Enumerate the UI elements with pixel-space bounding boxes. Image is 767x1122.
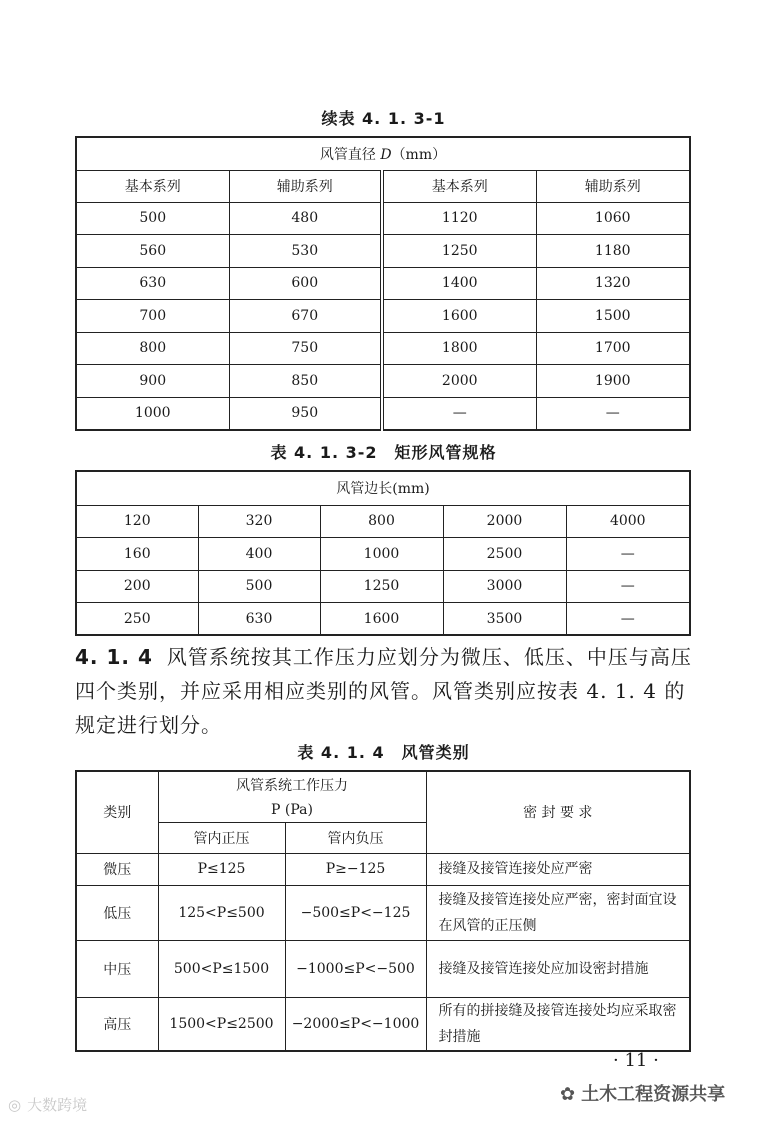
table1-caption: 续表 4. 1. 3-1 — [321, 109, 446, 128]
table3-cell-seal: 接缝及接管连接处应加设密封措施 — [426, 940, 690, 997]
table1-title: 风管直径 D（mm） — [76, 137, 690, 170]
table1-cell: 1250 — [382, 235, 536, 268]
table1-cell: 670 — [229, 300, 382, 333]
table2-cell: — — [566, 603, 690, 636]
table1-cell: 1320 — [536, 267, 690, 300]
clause-text: 风管系统按其工作压力应划分为微压、低压、中压与高压四个类别，并应采用相应类别的风管。风管类别应按表 4. 1. 4 的规定进行划分。 — [75, 645, 692, 737]
table1-row — [76, 332, 690, 365]
table1-header: 辅助系列 — [229, 170, 382, 202]
table3-cell-category: 高压 — [76, 997, 158, 1051]
table2-row — [76, 570, 690, 603]
table2-title: 风管边长(mm) — [76, 471, 690, 505]
table2-row — [76, 538, 690, 571]
table1-cell: 2000 — [382, 365, 536, 398]
table2-cell: 200 — [76, 570, 198, 603]
table3-cell-category: 微压 — [76, 853, 158, 885]
table1-cell: 800 — [76, 332, 229, 365]
table1-cell: 750 — [229, 332, 382, 365]
table1-row — [76, 235, 690, 268]
clause-4-1-4 — [75, 640, 695, 742]
table1-header: 基本系列 — [76, 170, 229, 202]
table1-header: 基本系列 — [382, 170, 536, 202]
table2-caption: 表 4. 1. 3-2 矩形风管规格 — [270, 443, 497, 462]
table3-cell-seal: 接缝及接管连接处应严密 — [426, 853, 690, 885]
table3-cell-seal: 接缝及接管连接处应严密，密封面宜设在风管的正压侧 — [426, 885, 690, 940]
table3-cell-positive: 1500<P≤2500 — [158, 997, 285, 1051]
table3-row — [76, 940, 690, 997]
table1-row — [76, 365, 690, 398]
table1-row — [76, 300, 690, 333]
col-positive-header: 管内正压 — [158, 822, 285, 853]
table1-cell: 1120 — [382, 202, 536, 235]
table1-cell: 1400 — [382, 267, 536, 300]
table2-cell: 120 — [76, 505, 198, 538]
table1-cell: 1000 — [76, 397, 229, 430]
table1-row — [76, 267, 690, 300]
table1-cell: 1500 — [536, 300, 690, 333]
table2-cell: 4000 — [566, 505, 690, 538]
pressure-unit: P (Pa) — [158, 798, 426, 822]
table1-header: 辅助系列 — [536, 170, 690, 202]
table1-cell: 700 — [76, 300, 229, 333]
table1-row — [76, 397, 690, 430]
table2-cell: 3000 — [443, 570, 566, 603]
table3-row — [76, 885, 690, 940]
table1-cell: 600 — [229, 267, 382, 300]
table1-cell: — — [382, 397, 536, 430]
table2-row — [76, 505, 690, 538]
table1-cell: 560 — [76, 235, 229, 268]
table2-cell: — — [566, 538, 690, 571]
table1-cell: 1700 — [536, 332, 690, 365]
table1-cell: 850 — [229, 365, 382, 398]
table2-cell: 2500 — [443, 538, 566, 571]
watermark-left: ◎ 大数跨境 — [8, 1096, 88, 1114]
table3-row — [76, 997, 690, 1051]
table2-cell: 2000 — [443, 505, 566, 538]
table2-cell: 500 — [198, 570, 320, 603]
table3-cell-negative: P≥−125 — [285, 853, 426, 885]
table2-cell: 800 — [320, 505, 443, 538]
table1-header-row — [76, 170, 690, 202]
table2-cell: 1000 — [320, 538, 443, 571]
table3-row — [76, 853, 690, 885]
table2-row — [76, 603, 690, 636]
table2-cell: 1600 — [320, 603, 443, 636]
table1-cell: 530 — [229, 235, 382, 268]
col-seal-header: 密 封 要 求 — [426, 771, 690, 853]
table2-cell: — — [566, 570, 690, 603]
table1-duct-diameter — [75, 136, 691, 431]
table1-cell: — — [536, 397, 690, 430]
table1-cell: 630 — [76, 267, 229, 300]
logo-icon: ◎ — [8, 1096, 22, 1114]
table2-cell: 1250 — [320, 570, 443, 603]
pressure-title: 风管系统工作压力 — [158, 771, 426, 798]
table1-cell: 900 — [76, 365, 229, 398]
table1-cell: 950 — [229, 397, 382, 430]
table3-caption: 表 4. 1. 4 风管类别 — [297, 743, 470, 762]
table3-cell-negative: −500≤P<−125 — [285, 885, 426, 940]
table2-cell: 400 — [198, 538, 320, 571]
wechat-icon: ✿ — [560, 1084, 576, 1105]
col-category-header: 类别 — [76, 771, 158, 853]
table1-cell: 1800 — [382, 332, 536, 365]
table3-duct-category — [75, 770, 691, 1052]
watermark-right: ✿ 土木工程资源共享 — [560, 1084, 726, 1105]
table3-cell-positive: P≤125 — [158, 853, 285, 885]
col-negative-header: 管内负压 — [285, 822, 426, 853]
table2-cell: 250 — [76, 603, 198, 636]
table3-cell-category: 中压 — [76, 940, 158, 997]
table2-cell: 630 — [198, 603, 320, 636]
table3-cell-seal: 所有的拼接缝及接管连接处均应采取密封措施 — [426, 997, 690, 1051]
table1-cell: 1900 — [536, 365, 690, 398]
table1-cell: 1180 — [536, 235, 690, 268]
table2-cell: 320 — [198, 505, 320, 538]
table2-cell: 3500 — [443, 603, 566, 636]
page-number: · 11 · — [613, 1050, 659, 1071]
table1-cell: 1060 — [536, 202, 690, 235]
table3-cell-negative: −1000≤P<−500 — [285, 940, 426, 997]
table1-cell: 480 — [229, 202, 382, 235]
table3-cell-category: 低压 — [76, 885, 158, 940]
table2-rect-duct-spec — [75, 470, 691, 636]
table1-cell: 500 — [76, 202, 229, 235]
table3-cell-positive: 500<P≤1500 — [158, 940, 285, 997]
table1-row — [76, 202, 690, 235]
table3-cell-negative: −2000≤P<−1000 — [285, 997, 426, 1051]
clause-number: 4. 1. 4 — [75, 645, 153, 669]
table3-cell-positive: 125<P≤500 — [158, 885, 285, 940]
table1-cell: 1600 — [382, 300, 536, 333]
table2-cell: 160 — [76, 538, 198, 571]
